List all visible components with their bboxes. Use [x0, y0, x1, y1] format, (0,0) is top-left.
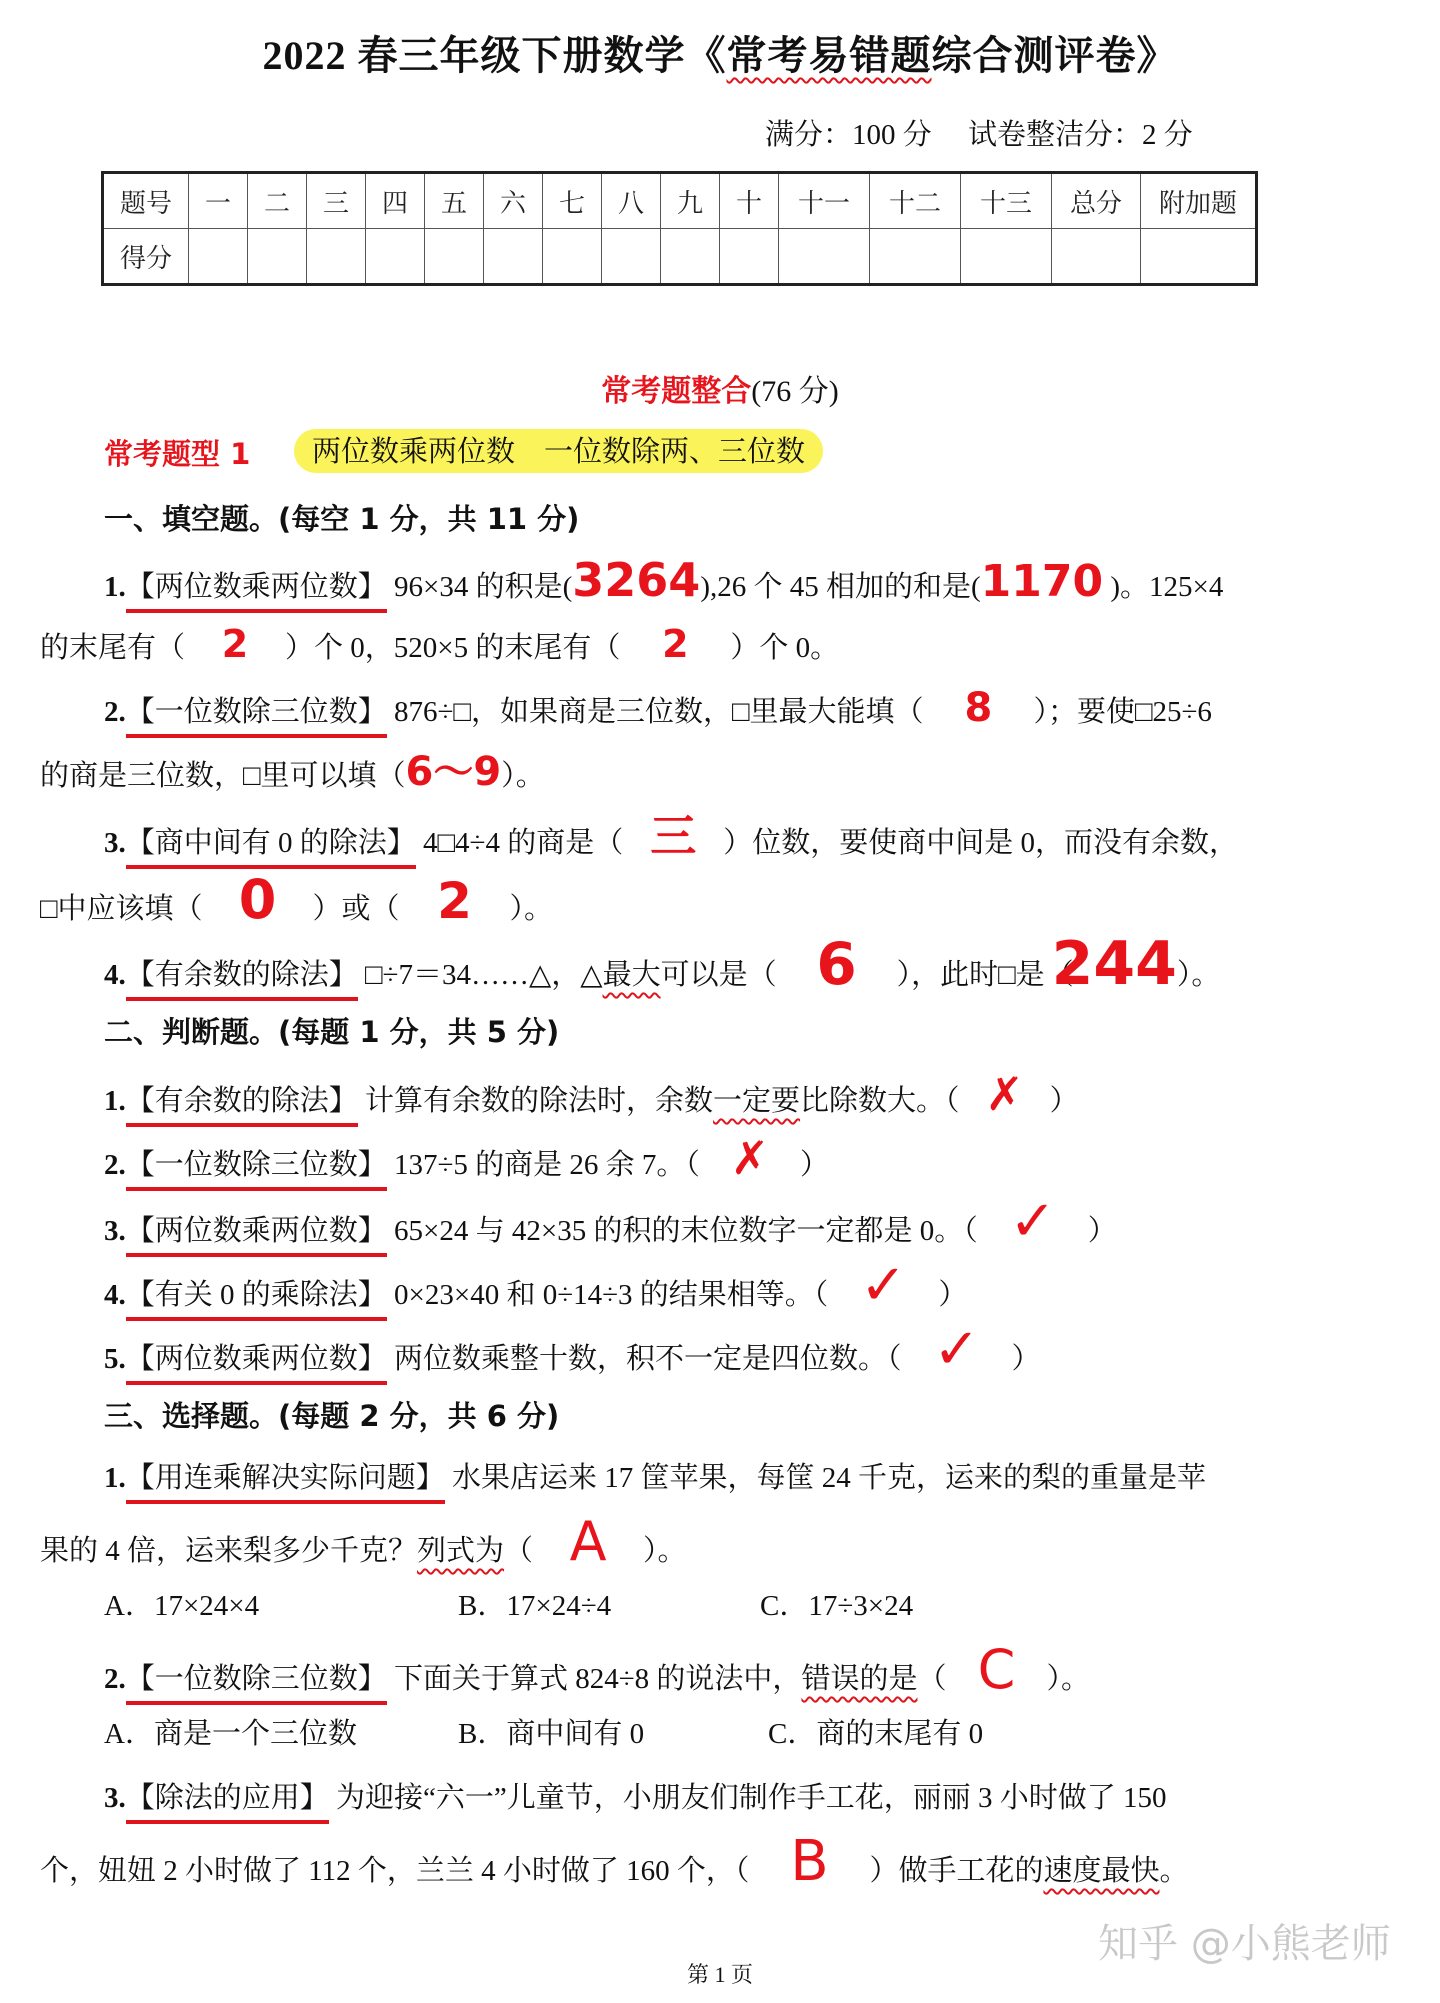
score-input-cell[interactable] — [189, 229, 248, 285]
table-cell: 十一 — [779, 173, 870, 229]
question-text: 下面关于算式 824÷8 的说法中， — [386, 1663, 802, 1695]
table-cell: 总分 — [1052, 173, 1141, 229]
question-type-label: 常考题型 1 — [104, 437, 251, 471]
question-number: 3. — [104, 1215, 126, 1247]
choice-q1 — [104, 1458, 1206, 1504]
choice-q2-option-c[interactable]: C．商的末尾有 0 — [768, 1718, 984, 1750]
score-input-cell[interactable] — [1141, 229, 1257, 285]
answer: 2 — [662, 622, 689, 666]
neat-score: 试卷整洁分：2 分 — [968, 119, 1193, 151]
topic-tag: 【一位数除三位数】 — [126, 1659, 387, 1705]
question-number: 4. — [104, 1279, 126, 1311]
document-title — [0, 24, 1440, 81]
question-text: 两位数乘整十数，积不一定是四位数。（ — [386, 1343, 902, 1375]
section-points: (76 分) — [751, 375, 839, 408]
title-emphasis: 常考易错题 — [726, 33, 932, 78]
question-text: 137÷5 的商是 26 余 7。（ — [386, 1149, 700, 1181]
question-text: 4□4÷4 的商是（ — [415, 827, 624, 859]
question-text: 65×24 与 42×35 的积的末位数字一定都是 0。（ — [386, 1215, 978, 1247]
score-input-cell[interactable] — [961, 229, 1052, 285]
question-text: ）。 — [643, 1535, 687, 1567]
fill-q2 — [104, 685, 1212, 738]
score-input-cell[interactable] — [720, 229, 779, 285]
check-mark-icon: ✓ — [933, 1317, 980, 1382]
table-cell: 七 — [543, 173, 602, 229]
score-input-cell[interactable] — [484, 229, 543, 285]
score-input-cell[interactable] — [661, 229, 720, 285]
answer: 8 — [964, 685, 993, 731]
fill-q4 — [104, 929, 1221, 1001]
fill-q1-line2 — [40, 624, 839, 668]
score-input-cell[interactable] — [870, 229, 961, 285]
question-number: 4. — [104, 959, 126, 991]
question-number: 1. — [104, 1462, 126, 1494]
question-text: （ — [917, 1663, 947, 1695]
score-input-cell[interactable] — [543, 229, 602, 285]
table-cell: 附加题 — [1141, 173, 1257, 229]
score-table-score-row — [103, 229, 1257, 285]
score-input-cell[interactable] — [366, 229, 425, 285]
question-number: 5. — [104, 1343, 126, 1375]
table-cell: 十三 — [961, 173, 1052, 229]
choice-q2-option-b[interactable]: B．商中间有 0 — [458, 1718, 645, 1750]
judge-item-2 — [104, 1131, 829, 1191]
full-score: 满分：100 分 — [765, 119, 932, 151]
question-text: 比除数大。（ — [800, 1085, 960, 1117]
question-number: 2. — [104, 1663, 126, 1695]
page-number: 第 1 页 — [686, 1962, 753, 1987]
topic-tag: 【两位数乘两位数】 — [126, 1211, 387, 1257]
question-text: 可以是（ — [660, 959, 777, 991]
choice-q2 — [104, 1638, 1090, 1705]
question-text: ） — [1087, 1215, 1117, 1247]
choice-q1-option-a[interactable]: A．17×24×4 — [104, 1590, 260, 1622]
table-cell: 三 — [307, 173, 366, 229]
emphasis: 速度最快 — [1043, 1855, 1160, 1887]
part3-heading: 三、选择题。(每题 2 分，共 6 分) — [104, 1399, 560, 1433]
question-text: 。 — [1159, 1855, 1189, 1887]
table-cell: 题号 — [103, 173, 189, 229]
question-text: ),26 个 45 相加的和是( — [700, 571, 981, 603]
question-text: □中应该填（ — [40, 893, 203, 925]
answer: 2 — [221, 622, 249, 666]
section-title — [0, 366, 1440, 410]
question-number: 3. — [104, 1782, 126, 1814]
score-input-cell[interactable] — [248, 229, 307, 285]
emphasis: 最大 — [602, 959, 661, 991]
question-text: 为迎接“六一”儿童节，小朋友们制作手工花，丽丽 3 小时做了 150 — [328, 1782, 1167, 1814]
fill-q3 — [104, 809, 1238, 869]
table-cell: 四 — [366, 173, 425, 229]
question-text: ）。 — [501, 760, 545, 792]
topic-tag: 【有余数的除法】 — [126, 1081, 358, 1127]
choice-q1-line2 — [40, 1510, 687, 1573]
question-text: )。125×4 — [1103, 571, 1224, 603]
choice-q3 — [104, 1778, 1167, 1824]
question-text: ） — [799, 1149, 829, 1181]
topic-tag: 【一位数除三位数】 — [126, 692, 387, 738]
topic-tag: 【除法的应用】 — [126, 1778, 329, 1824]
score-input-cell[interactable] — [602, 229, 661, 285]
fill-q1 — [104, 553, 1224, 613]
question-text: ） — [938, 1279, 968, 1311]
emphasis: 错误的是 — [801, 1663, 918, 1695]
question-text: ）位数，要使商中间是 0，而没有余数， — [723, 827, 1238, 859]
answer: 2 — [437, 872, 472, 930]
table-cell: 二 — [248, 173, 307, 229]
question-text: ）做手工花的 — [869, 1855, 1044, 1887]
topic-tag: 【有余数的除法】 — [126, 955, 358, 1001]
question-number: 2. — [104, 1149, 126, 1181]
question-text: 果的 4 倍，运来梨多少千克？ — [40, 1535, 418, 1567]
fill-q2-line2 — [40, 749, 545, 796]
question-text: ）。 — [1176, 959, 1221, 991]
topic-tag: 【两位数乘两位数】 — [126, 567, 387, 613]
judge-item-3 — [104, 1189, 1117, 1257]
question-number: 1. — [104, 1085, 126, 1117]
title-suffix: 综合测评卷》 — [931, 33, 1178, 78]
judge-item-1 — [104, 1067, 1079, 1127]
question-text: ） — [1049, 1085, 1079, 1117]
table-cell: 得分 — [103, 229, 189, 285]
topic-highlight: 两位数乘两位数 一位数除两、三位数 — [294, 429, 823, 473]
table-cell: 六 — [484, 173, 543, 229]
answer: 0 — [238, 868, 277, 931]
question-text: ）个 0。 — [730, 632, 840, 664]
question-text: ）；要使□25÷6 — [1033, 696, 1212, 728]
question-number: 3. — [104, 827, 126, 859]
score-info — [765, 112, 1193, 153]
question-text: 96×34 的积是( — [386, 571, 573, 603]
judge-item-4 — [104, 1253, 968, 1321]
emphasis: 一定要 — [713, 1085, 801, 1117]
cross-mark-icon: ✗ — [730, 1131, 770, 1185]
part1-heading: 一、填空题。(每空 1 分，共 11 分) — [104, 502, 580, 536]
question-number: 1. — [104, 571, 126, 603]
table-cell: 一 — [189, 173, 248, 229]
score-input-cell[interactable] — [425, 229, 484, 285]
choice-q2-option-a[interactable]: A．商是一个三位数 — [104, 1718, 357, 1750]
question-number: 2. — [104, 696, 126, 728]
fill-q3-line2 — [40, 868, 554, 931]
question-text: 个，妞妞 2 小时做了 112 个，兰兰 4 小时做了 160 个，（ — [40, 1855, 750, 1887]
answer: 6 — [816, 930, 857, 998]
question-text: ）。 — [509, 893, 554, 925]
question-text: （ — [504, 1535, 534, 1567]
question-text: ）。 — [1046, 1663, 1090, 1695]
topic-tag: 【有关 0 的乘除法】 — [126, 1275, 387, 1321]
choice-q1-option-c[interactable]: C．17÷3×24 — [760, 1590, 914, 1622]
table-cell: 十 — [720, 173, 779, 229]
question-text: 的商是三位数，□里可以填（ — [40, 760, 406, 792]
answer: A — [569, 1510, 607, 1573]
question-text: 876÷□，如果商是三位数，□里最大能填（ — [386, 696, 924, 728]
question-text: ）个 0，520×5 的末尾有（ — [285, 632, 621, 664]
answer: B — [790, 1829, 829, 1894]
watermark: 知乎 @小熊老师 — [1098, 1921, 1391, 1967]
table-cell: 八 — [602, 173, 661, 229]
question-text: 计算有余数的除法时，余数 — [357, 1085, 714, 1117]
table-cell: 九 — [661, 173, 720, 229]
question-text: 水果店运来 17 筐苹果，每筐 24 千克，运来的梨的重量是苹 — [444, 1462, 1207, 1494]
question-text: 的末尾有（ — [40, 632, 186, 664]
choice-q1-option-b[interactable]: B．17×24÷4 — [458, 1590, 612, 1622]
question-text: 0×23×40 和 0÷14÷3 的结果相等。（ — [386, 1279, 829, 1311]
check-mark-icon: ✓ — [1009, 1189, 1057, 1254]
topic-tag: 【用连乘解决实际问题】 — [126, 1458, 445, 1504]
topic-tag: 【两位数乘两位数】 — [126, 1339, 387, 1385]
score-input-cell[interactable] — [307, 229, 366, 285]
score-input-cell[interactable] — [779, 229, 870, 285]
answer: C — [977, 1638, 1016, 1701]
judge-item-5 — [104, 1317, 1041, 1385]
topic-tag: 【一位数除三位数】 — [126, 1145, 387, 1191]
cross-mark-icon: ✗ — [985, 1067, 1024, 1121]
score-table — [101, 171, 1258, 286]
question-text: ） — [1011, 1343, 1041, 1375]
answer: 3264 — [572, 553, 701, 607]
question-text: ），此时□是（ — [896, 959, 1074, 991]
emphasis: 列式为 — [417, 1535, 505, 1567]
topic-tag: 【商中间有 0 的除法】 — [126, 823, 416, 869]
check-mark-icon: ✓ — [859, 1253, 907, 1318]
table-cell: 十二 — [870, 173, 961, 229]
answer: 244 — [1051, 929, 1177, 999]
score-input-cell[interactable] — [1052, 229, 1141, 285]
table-cell: 五 — [425, 173, 484, 229]
question-text: ）或（ — [312, 893, 400, 925]
answer: 6～9 — [405, 749, 502, 795]
title-prefix: 2022 春三年级下册数学《 — [262, 33, 727, 78]
answer: 三 — [650, 809, 697, 863]
score-table-header-row — [103, 173, 1257, 229]
answer: 1170 — [980, 556, 1104, 607]
part2-heading: 二、判断题。(每题 1 分，共 5 分) — [104, 1015, 560, 1049]
section-title-text: 常考题整合 — [601, 374, 752, 409]
question-text: □÷7＝34……△，△ — [357, 959, 603, 991]
choice-q3-line2 — [40, 1829, 1189, 1894]
